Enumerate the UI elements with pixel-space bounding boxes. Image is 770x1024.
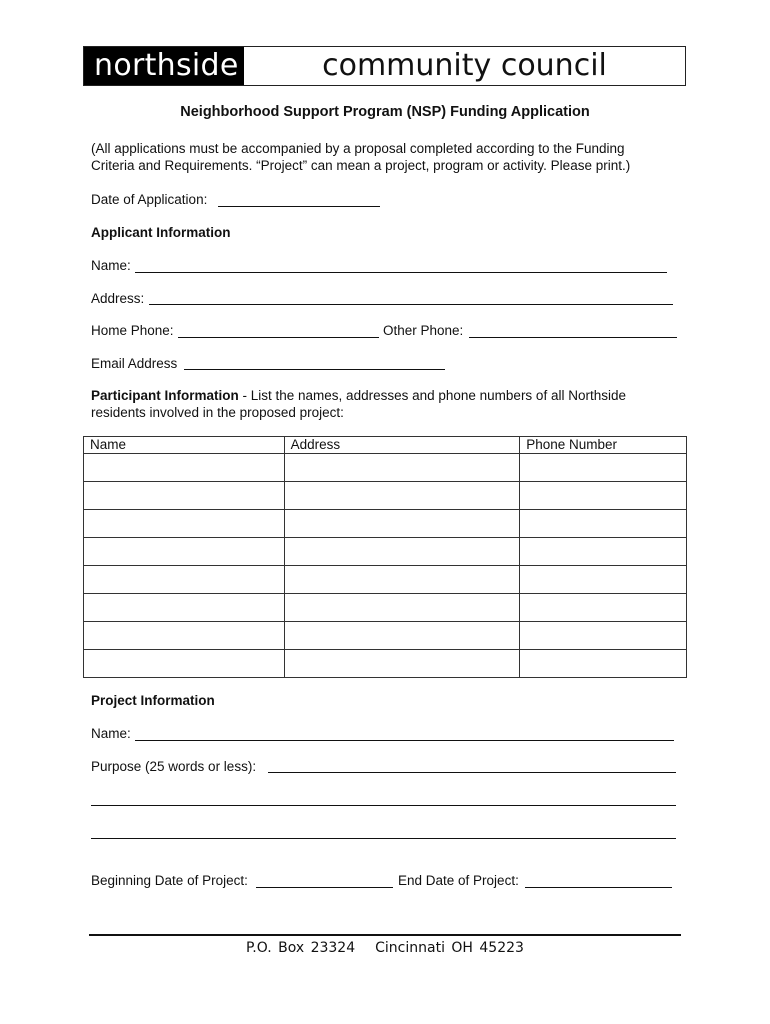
participant-table: [83, 436, 687, 678]
table-row: [84, 566, 687, 594]
table-row: [84, 594, 687, 622]
city-zip: Cincinnati OH 45223: [375, 940, 524, 956]
date-field[interactable]: [218, 206, 380, 207]
table-header-row: [84, 437, 687, 454]
participant-heading: Participant Information: [91, 388, 239, 403]
header-banner: [83, 46, 686, 86]
applicant-name-label: Name:: [91, 258, 131, 273]
cell-phone[interactable]: [520, 594, 687, 622]
purpose-field-line2[interactable]: [91, 805, 676, 806]
brand-northside: northside: [84, 47, 244, 85]
project-name-label: Name:: [91, 726, 131, 741]
cell-address[interactable]: [284, 566, 520, 594]
table-row: [84, 482, 687, 510]
cell-name[interactable]: [84, 454, 285, 482]
table-row: [84, 650, 687, 678]
cell-name[interactable]: [84, 622, 285, 650]
col-header-phone: Phone Number: [520, 437, 687, 454]
intro-text-line1: (All applications must be accompanied by a proposal completed according to the Funding: [91, 141, 625, 156]
participant-desc-line1: - List the names, addresses and phone numbers of all Northside: [238, 388, 626, 403]
cell-name[interactable]: [84, 650, 285, 678]
table-row: [84, 538, 687, 566]
home-phone-field[interactable]: [178, 337, 379, 338]
participant-desc-line2: residents involved in the proposed project:: [91, 405, 344, 420]
email-field[interactable]: [184, 369, 445, 370]
cell-address[interactable]: [284, 538, 520, 566]
applicant-heading: Applicant Information: [91, 225, 231, 240]
cell-address[interactable]: [284, 594, 520, 622]
cell-name[interactable]: [84, 594, 285, 622]
project-name-field[interactable]: [135, 740, 674, 741]
cell-phone[interactable]: [520, 454, 687, 482]
cell-phone[interactable]: [520, 622, 687, 650]
table-row: [84, 622, 687, 650]
purpose-label: Purpose (25 words or less):: [91, 759, 257, 774]
cell-name[interactable]: [84, 482, 285, 510]
cell-phone[interactable]: [520, 566, 687, 594]
cell-address[interactable]: [284, 650, 520, 678]
brand-community-council: community council: [322, 48, 607, 83]
cell-phone[interactable]: [520, 482, 687, 510]
cell-address[interactable]: [284, 510, 520, 538]
cell-address[interactable]: [284, 622, 520, 650]
cell-address[interactable]: [284, 454, 520, 482]
purpose-field-line3[interactable]: [91, 838, 676, 839]
cell-phone[interactable]: [520, 538, 687, 566]
end-date-label: End Date of Project:: [398, 873, 519, 888]
intro-text-line2: Criteria and Requirements. “Project” can mean a project, program or activity. Please print.): [91, 158, 631, 173]
email-label: Email Address: [91, 356, 178, 371]
page-title: Neighborhood Support Program (NSP) Funding Application: [180, 104, 590, 120]
table-row: [84, 454, 687, 482]
footer-address: [0, 940, 770, 956]
applicant-address-label: Address:: [91, 291, 145, 306]
end-date-field[interactable]: [525, 887, 672, 888]
home-phone-label: Home Phone:: [91, 323, 174, 338]
po-box: P.O. Box 23324: [246, 940, 356, 956]
footer-divider: [89, 934, 681, 936]
col-header-name: Name: [84, 437, 285, 454]
date-label: Date of Application:: [91, 192, 208, 207]
col-header-address: Address: [284, 437, 520, 454]
cell-phone[interactable]: [520, 650, 687, 678]
cell-address[interactable]: [284, 482, 520, 510]
begin-date-label: Beginning Date of Project:: [91, 873, 248, 888]
begin-date-field[interactable]: [256, 887, 393, 888]
cell-name[interactable]: [84, 538, 285, 566]
purpose-field-line1[interactable]: [268, 772, 676, 773]
applicant-name-field[interactable]: [135, 272, 667, 273]
project-heading: Project Information: [91, 693, 215, 708]
cell-name[interactable]: [84, 510, 285, 538]
table-row: [84, 510, 687, 538]
other-phone-field[interactable]: [469, 337, 677, 338]
applicant-address-field[interactable]: [149, 304, 673, 305]
cell-phone[interactable]: [520, 510, 687, 538]
participant-intro: [91, 387, 626, 405]
other-phone-label: Other Phone:: [383, 323, 464, 338]
cell-name[interactable]: [84, 566, 285, 594]
